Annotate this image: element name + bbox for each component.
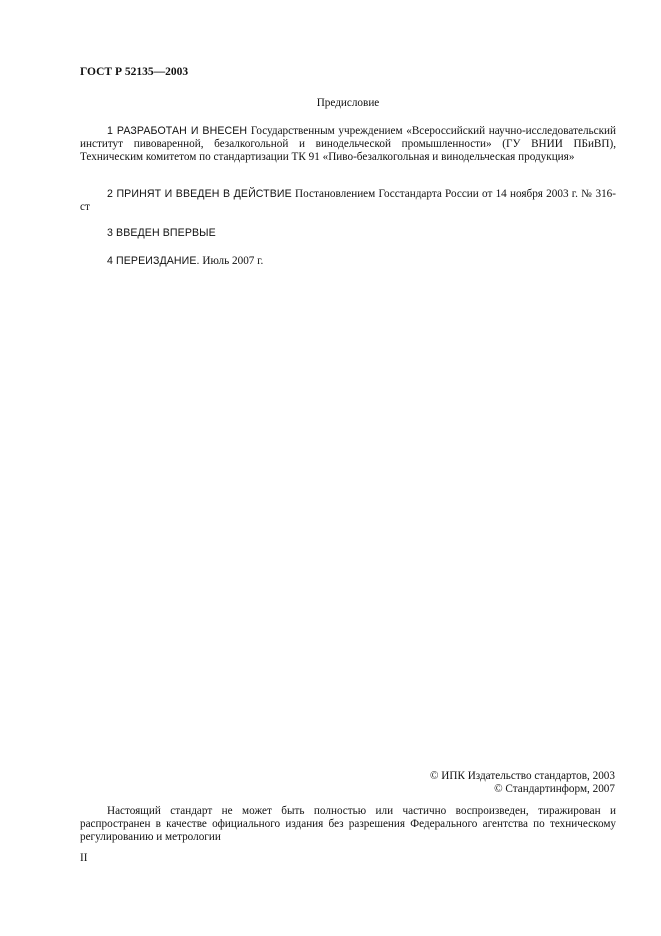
preface-item-2-text: Постановлением Госстандарта России от 14 ноября 2003 г. № 316-ст (80, 188, 616, 214)
copyright-block (430, 770, 615, 796)
preface-item-4-lead: 4 ПЕРЕИЗДАНИЕ. (107, 255, 200, 267)
preface-title: Предисловие (316, 97, 380, 109)
preface-item-1-text: Государственным учреждением «Всероссийский научно-исследовательский институт пивоваренной, безалкогольной и винодельческой промышленности» (ГУ ВНИИ ПБиВП), Техническим комитетом по стандартизации ТК 91 «Пиво-безалкогольная и винодельческая продукция» (80, 125, 617, 164)
preface-item-4 (80, 255, 616, 268)
preface-item-1-lead: 1 РАЗРАБОТАН И ВНЕСЕН (107, 125, 248, 137)
preface-item-4-text: Июль 2007 г. (199, 255, 264, 267)
preface-item-3-lead: 3 ВВЕДЕН ВПЕРВЫЕ (107, 227, 216, 239)
preface-item-2 (80, 188, 616, 214)
preface-item-3 (80, 227, 616, 240)
reproduction-notice: Настоящий стандарт не может быть полностью или частично воспроизведен, тиражирован и распространен в качестве официального издания без разрешения Федерального агентства по техническому регулированию и метрологии (80, 805, 616, 844)
page-number: II (80, 852, 88, 864)
copyright-line-ipk: © ИПК Издательство стандартов, 2003 (429, 770, 615, 782)
copyright-line-standartinform: © Стандартинформ, 2007 (494, 783, 615, 796)
preface-item-1 (80, 125, 616, 165)
standard-code: ГОСТ Р 52135—2003 (80, 66, 189, 78)
preface-item-2-lead: 2 ПРИНЯТ И ВВЕДЕН В ДЕЙСТВИЕ (107, 188, 292, 200)
